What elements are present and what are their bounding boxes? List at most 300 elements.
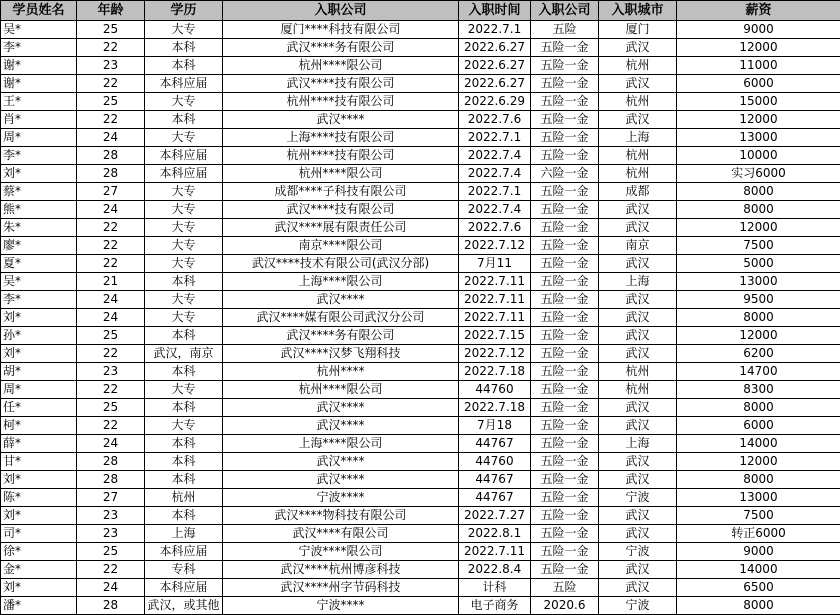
table-row: [1, 561, 840, 579]
table-row: [1, 39, 840, 57]
table-row: [1, 543, 840, 561]
cell-benefits: 五险一金: [531, 309, 599, 327]
cell-start-date: 2022.6.27: [459, 57, 531, 75]
cell-company: 武汉****技有限公司: [223, 201, 459, 219]
cell-benefits: 五险一金: [531, 57, 599, 75]
cell-age: 24: [77, 579, 145, 597]
cell-age: 22: [77, 237, 145, 255]
cell-city: 武汉: [599, 201, 677, 219]
cell-city: 杭州: [599, 93, 677, 111]
table-row: [1, 165, 840, 183]
cell-city: 武汉: [599, 579, 677, 597]
cell-name: 谢*: [1, 75, 77, 93]
table-row: [1, 453, 840, 471]
cell-benefits: 五险一金: [531, 345, 599, 363]
table-body: [1, 21, 840, 615]
cell-age: 22: [77, 219, 145, 237]
cell-name: 周*: [1, 129, 77, 147]
cell-start-date: 2022.7.27: [459, 507, 531, 525]
cell-education: 大专: [145, 201, 223, 219]
cell-age: 23: [77, 525, 145, 543]
cell-start-date: 2022.7.18: [459, 399, 531, 417]
cell-city: 杭州: [599, 147, 677, 165]
cell-education: 本科: [145, 507, 223, 525]
table-row: [1, 435, 840, 453]
cell-name: 廖*: [1, 237, 77, 255]
cell-name: 刘*: [1, 507, 77, 525]
cell-city: 武汉: [599, 345, 677, 363]
cell-education: 大专: [145, 93, 223, 111]
cell-age: 22: [77, 39, 145, 57]
cell-company: 武汉****物科技有限公司: [223, 507, 459, 525]
cell-salary: 7500: [677, 507, 840, 525]
table-row: [1, 507, 840, 525]
header-benefits: 入职公司: [531, 1, 599, 21]
cell-city: 武汉: [599, 219, 677, 237]
cell-name: 任*: [1, 399, 77, 417]
cell-education: 武汉，南京: [145, 345, 223, 363]
cell-start-date: 2022.7.11: [459, 273, 531, 291]
cell-city: 宁波: [599, 543, 677, 561]
cell-start-date: 2022.7.4: [459, 201, 531, 219]
cell-education: 大专: [145, 255, 223, 273]
cell-salary: 8000: [677, 399, 840, 417]
cell-education: 本科: [145, 453, 223, 471]
cell-name: 李*: [1, 147, 77, 165]
cell-salary: 12000: [677, 39, 840, 57]
cell-education: 大专: [145, 381, 223, 399]
cell-city: 武汉: [599, 309, 677, 327]
cell-age: 22: [77, 561, 145, 579]
cell-education: 本科应届: [145, 147, 223, 165]
cell-age: 22: [77, 255, 145, 273]
cell-benefits: 五险一金: [531, 525, 599, 543]
cell-age: 25: [77, 327, 145, 345]
cell-name: 周*: [1, 381, 77, 399]
cell-company: 武汉****有限公司: [223, 525, 459, 543]
cell-name: 朱*: [1, 219, 77, 237]
cell-start-date: 2022.7.18: [459, 363, 531, 381]
cell-salary: 12000: [677, 111, 840, 129]
cell-benefits: 2020.6: [531, 597, 599, 615]
cell-name: 刘*: [1, 471, 77, 489]
header-row: [1, 1, 840, 21]
cell-name: 刘*: [1, 345, 77, 363]
cell-benefits: 五险一金: [531, 489, 599, 507]
cell-company: 杭州****技有限公司: [223, 147, 459, 165]
cell-name: 陈*: [1, 489, 77, 507]
cell-city: 武汉: [599, 111, 677, 129]
cell-start-date: 2022.7.4: [459, 165, 531, 183]
cell-name: 李*: [1, 291, 77, 309]
cell-start-date: 2022.8.4: [459, 561, 531, 579]
table-row: [1, 525, 840, 543]
cell-start-date: 2022.7.11: [459, 543, 531, 561]
table-row: [1, 129, 840, 147]
cell-salary: 6500: [677, 579, 840, 597]
cell-salary: 8000: [677, 309, 840, 327]
cell-benefits: 五险一金: [531, 453, 599, 471]
cell-city: 武汉: [599, 507, 677, 525]
cell-benefits: 五险一金: [531, 435, 599, 453]
cell-name: 潘*: [1, 597, 77, 615]
cell-benefits: 五险一金: [531, 39, 599, 57]
cell-education: 本科: [145, 57, 223, 75]
cell-start-date: 电子商务: [459, 597, 531, 615]
cell-salary: 8300: [677, 381, 840, 399]
table-row: [1, 147, 840, 165]
cell-city: 杭州: [599, 381, 677, 399]
cell-company: 宁波****: [223, 597, 459, 615]
cell-benefits: 六险一金: [531, 165, 599, 183]
cell-age: 28: [77, 165, 145, 183]
cell-education: 本科: [145, 273, 223, 291]
cell-city: 武汉: [599, 471, 677, 489]
cell-salary: 8000: [677, 471, 840, 489]
cell-education: 本科: [145, 435, 223, 453]
cell-company: 武汉****媒有限公司武汉分公司: [223, 309, 459, 327]
cell-salary: 6200: [677, 345, 840, 363]
cell-start-date: 44760: [459, 381, 531, 399]
cell-company: 南京****限公司: [223, 237, 459, 255]
cell-city: 武汉: [599, 291, 677, 309]
cell-name: 胡*: [1, 363, 77, 381]
cell-age: 23: [77, 363, 145, 381]
cell-start-date: 2022.7.1: [459, 129, 531, 147]
cell-city: 南京: [599, 237, 677, 255]
cell-start-date: 2022.7.15: [459, 327, 531, 345]
cell-name: 金*: [1, 561, 77, 579]
cell-start-date: 2022.8.1: [459, 525, 531, 543]
cell-company: 杭州****限公司: [223, 57, 459, 75]
cell-age: 27: [77, 489, 145, 507]
cell-name: 王*: [1, 93, 77, 111]
cell-benefits: 五险一金: [531, 417, 599, 435]
cell-name: 司*: [1, 525, 77, 543]
table-row: [1, 21, 840, 39]
cell-salary: 8000: [677, 597, 840, 615]
cell-age: 25: [77, 21, 145, 39]
cell-company: 武汉****汉梦飞翔科技: [223, 345, 459, 363]
cell-company: 武汉****: [223, 291, 459, 309]
table-row: [1, 489, 840, 507]
cell-benefits: 五险一金: [531, 255, 599, 273]
cell-benefits: 五险一金: [531, 399, 599, 417]
cell-age: 21: [77, 273, 145, 291]
cell-education: 大专: [145, 21, 223, 39]
cell-age: 23: [77, 57, 145, 75]
cell-education: 本科应届: [145, 165, 223, 183]
cell-salary: 9000: [677, 543, 840, 561]
cell-benefits: 五险一金: [531, 507, 599, 525]
cell-start-date: 7月18: [459, 417, 531, 435]
cell-company: 武汉****技术有限公司(武汉分部): [223, 255, 459, 273]
cell-company: 武汉****务有限公司: [223, 327, 459, 345]
cell-age: 25: [77, 93, 145, 111]
cell-education: 上海: [145, 525, 223, 543]
cell-education: 本科应届: [145, 543, 223, 561]
cell-company: 武汉****: [223, 399, 459, 417]
cell-age: 24: [77, 435, 145, 453]
cell-start-date: 2022.6.27: [459, 39, 531, 57]
cell-benefits: 五险一金: [531, 327, 599, 345]
table-row: [1, 327, 840, 345]
cell-benefits: 五险一金: [531, 129, 599, 147]
cell-education: 大专: [145, 129, 223, 147]
cell-age: 24: [77, 291, 145, 309]
cell-start-date: 44767: [459, 471, 531, 489]
cell-start-date: 2022.7.1: [459, 21, 531, 39]
cell-company: 武汉****展有限责任公司: [223, 219, 459, 237]
header-city: 入职城市: [599, 1, 677, 21]
cell-education: 大专: [145, 417, 223, 435]
cell-city: 武汉: [599, 399, 677, 417]
cell-benefits: 五险一金: [531, 201, 599, 219]
header-education: 学历: [145, 1, 223, 21]
cell-age: 25: [77, 543, 145, 561]
cell-company: 成都****子科技有限公司: [223, 183, 459, 201]
cell-benefits: 五险一金: [531, 219, 599, 237]
cell-age: 27: [77, 183, 145, 201]
cell-name: 熊*: [1, 201, 77, 219]
cell-age: 24: [77, 309, 145, 327]
cell-salary: 8000: [677, 201, 840, 219]
cell-benefits: 五险一金: [531, 561, 599, 579]
header-company: 入职公司: [223, 1, 459, 21]
cell-education: 武汉，或其他: [145, 597, 223, 615]
cell-company: 武汉****州字节码科技: [223, 579, 459, 597]
cell-age: 23: [77, 507, 145, 525]
cell-company: 杭州****限公司: [223, 381, 459, 399]
cell-start-date: 2022.7.4: [459, 147, 531, 165]
cell-start-date: 44767: [459, 435, 531, 453]
cell-name: 柯*: [1, 417, 77, 435]
cell-city: 宁波: [599, 489, 677, 507]
table-row: [1, 579, 840, 597]
cell-city: 上海: [599, 273, 677, 291]
cell-name: 刘*: [1, 309, 77, 327]
cell-city: 武汉: [599, 525, 677, 543]
cell-name: 李*: [1, 39, 77, 57]
header-salary: 薪资: [677, 1, 840, 21]
cell-age: 22: [77, 381, 145, 399]
table-row: [1, 381, 840, 399]
cell-age: 28: [77, 147, 145, 165]
cell-education: 大专: [145, 183, 223, 201]
cell-benefits: 五险一金: [531, 93, 599, 111]
cell-salary: 13000: [677, 273, 840, 291]
cell-salary: 7500: [677, 237, 840, 255]
cell-education: 本科: [145, 111, 223, 129]
cell-benefits: 五险一金: [531, 291, 599, 309]
cell-salary: 12000: [677, 453, 840, 471]
cell-start-date: 44760: [459, 453, 531, 471]
cell-start-date: 44767: [459, 489, 531, 507]
cell-benefits: 五险一金: [531, 111, 599, 129]
cell-city: 上海: [599, 435, 677, 453]
cell-city: 杭州: [599, 57, 677, 75]
cell-city: 宁波: [599, 597, 677, 615]
cell-age: 22: [77, 75, 145, 93]
cell-company: 武汉****: [223, 471, 459, 489]
cell-age: 28: [77, 471, 145, 489]
cell-name: 谢*: [1, 57, 77, 75]
table-row: [1, 237, 840, 255]
cell-company: 武汉****: [223, 453, 459, 471]
cell-company: 武汉****: [223, 417, 459, 435]
cell-name: 薛*: [1, 435, 77, 453]
cell-company: 杭州****: [223, 363, 459, 381]
cell-salary: 15000: [677, 93, 840, 111]
cell-benefits: 五险一金: [531, 273, 599, 291]
cell-salary: 8000: [677, 183, 840, 201]
cell-benefits: 五险一金: [531, 471, 599, 489]
cell-city: 武汉: [599, 255, 677, 273]
cell-age: 24: [77, 201, 145, 219]
cell-benefits: 五险一金: [531, 381, 599, 399]
cell-start-date: 计科: [459, 579, 531, 597]
cell-benefits: 五险一金: [531, 543, 599, 561]
cell-education: 本科: [145, 327, 223, 345]
cell-company: 厦门****科技有限公司: [223, 21, 459, 39]
cell-benefits: 五险一金: [531, 363, 599, 381]
cell-benefits: 五险一金: [531, 237, 599, 255]
cell-salary: 11000: [677, 57, 840, 75]
cell-company: 杭州****限公司: [223, 165, 459, 183]
cell-age: 25: [77, 399, 145, 417]
cell-education: 本科: [145, 363, 223, 381]
cell-name: 吴*: [1, 273, 77, 291]
cell-city: 杭州: [599, 363, 677, 381]
cell-city: 厦门: [599, 21, 677, 39]
cell-salary: 13000: [677, 489, 840, 507]
cell-company: 宁波****: [223, 489, 459, 507]
cell-education: 本科: [145, 399, 223, 417]
cell-city: 武汉: [599, 75, 677, 93]
cell-company: 上海****限公司: [223, 435, 459, 453]
cell-age: 24: [77, 129, 145, 147]
table-row: [1, 417, 840, 435]
table-row: [1, 291, 840, 309]
table-row: [1, 345, 840, 363]
cell-city: 武汉: [599, 417, 677, 435]
cell-city: 成都: [599, 183, 677, 201]
cell-salary: 6000: [677, 75, 840, 93]
table-row: [1, 471, 840, 489]
cell-start-date: 2022.7.11: [459, 309, 531, 327]
cell-start-date: 2022.7.12: [459, 237, 531, 255]
cell-salary: 13000: [677, 129, 840, 147]
cell-name: 刘*: [1, 165, 77, 183]
cell-education: 大专: [145, 291, 223, 309]
cell-benefits: 五险: [531, 21, 599, 39]
cell-education: 大专: [145, 237, 223, 255]
cell-start-date: 2022.6.29: [459, 93, 531, 111]
cell-salary: 14000: [677, 561, 840, 579]
header-age: 年龄: [77, 1, 145, 21]
table-row: [1, 309, 840, 327]
cell-salary: 9000: [677, 21, 840, 39]
cell-salary: 10000: [677, 147, 840, 165]
cell-age: 22: [77, 417, 145, 435]
cell-city: 武汉: [599, 561, 677, 579]
cell-salary: 实习6000: [677, 165, 840, 183]
header-start-date: 入职时间: [459, 1, 531, 21]
cell-name: 徐*: [1, 543, 77, 561]
cell-start-date: 2022.7.1: [459, 183, 531, 201]
cell-salary: 5000: [677, 255, 840, 273]
cell-benefits: 五险: [531, 579, 599, 597]
cell-salary: 12000: [677, 219, 840, 237]
table-row: [1, 201, 840, 219]
cell-company: 上海****技有限公司: [223, 129, 459, 147]
cell-age: 22: [77, 111, 145, 129]
cell-benefits: 五险一金: [531, 147, 599, 165]
cell-name: 肖*: [1, 111, 77, 129]
cell-education: 专科: [145, 561, 223, 579]
table-row: [1, 399, 840, 417]
table-row: [1, 597, 840, 615]
cell-education: 本科应届: [145, 579, 223, 597]
table-row: [1, 75, 840, 93]
cell-name: 刘*: [1, 579, 77, 597]
cell-name: 夏*: [1, 255, 77, 273]
table-row: [1, 255, 840, 273]
cell-age: 28: [77, 597, 145, 615]
table-row: [1, 57, 840, 75]
cell-salary: 6000: [677, 417, 840, 435]
cell-benefits: 五险一金: [531, 75, 599, 93]
cell-city: 杭州: [599, 165, 677, 183]
cell-start-date: 7月11: [459, 255, 531, 273]
cell-salary: 12000: [677, 327, 840, 345]
cell-education: 本科: [145, 39, 223, 57]
cell-name: 孙*: [1, 327, 77, 345]
cell-company: 武汉****技有限公司: [223, 75, 459, 93]
cell-city: 上海: [599, 129, 677, 147]
cell-start-date: 2022.6.27: [459, 75, 531, 93]
cell-company: 杭州****技有限公司: [223, 93, 459, 111]
cell-salary: 14700: [677, 363, 840, 381]
header-name: 学员姓名: [1, 1, 77, 21]
cell-education: 杭州: [145, 489, 223, 507]
table-row: [1, 111, 840, 129]
cell-start-date: 2022.7.12: [459, 345, 531, 363]
cell-name: 蔡*: [1, 183, 77, 201]
table-row: [1, 273, 840, 291]
cell-city: 武汉: [599, 39, 677, 57]
table-row: [1, 183, 840, 201]
cell-company: 武汉****杭州博彦科技: [223, 561, 459, 579]
cell-start-date: 2022.7.6: [459, 111, 531, 129]
cell-city: 武汉: [599, 327, 677, 345]
cell-age: 22: [77, 345, 145, 363]
cell-benefits: 五险一金: [531, 183, 599, 201]
cell-start-date: 2022.7.11: [459, 291, 531, 309]
cell-company: 宁波****限公司: [223, 543, 459, 561]
cell-start-date: 2022.7.6: [459, 219, 531, 237]
cell-company: 武汉****务有限公司: [223, 39, 459, 57]
cell-name: 甘*: [1, 453, 77, 471]
cell-company: 上海****限公司: [223, 273, 459, 291]
cell-education: 本科应届: [145, 75, 223, 93]
cell-salary: 14000: [677, 435, 840, 453]
cell-name: 吴*: [1, 21, 77, 39]
cell-education: 大专: [145, 219, 223, 237]
cell-city: 武汉: [599, 453, 677, 471]
cell-company: 武汉****: [223, 111, 459, 129]
cell-salary: 9500: [677, 291, 840, 309]
